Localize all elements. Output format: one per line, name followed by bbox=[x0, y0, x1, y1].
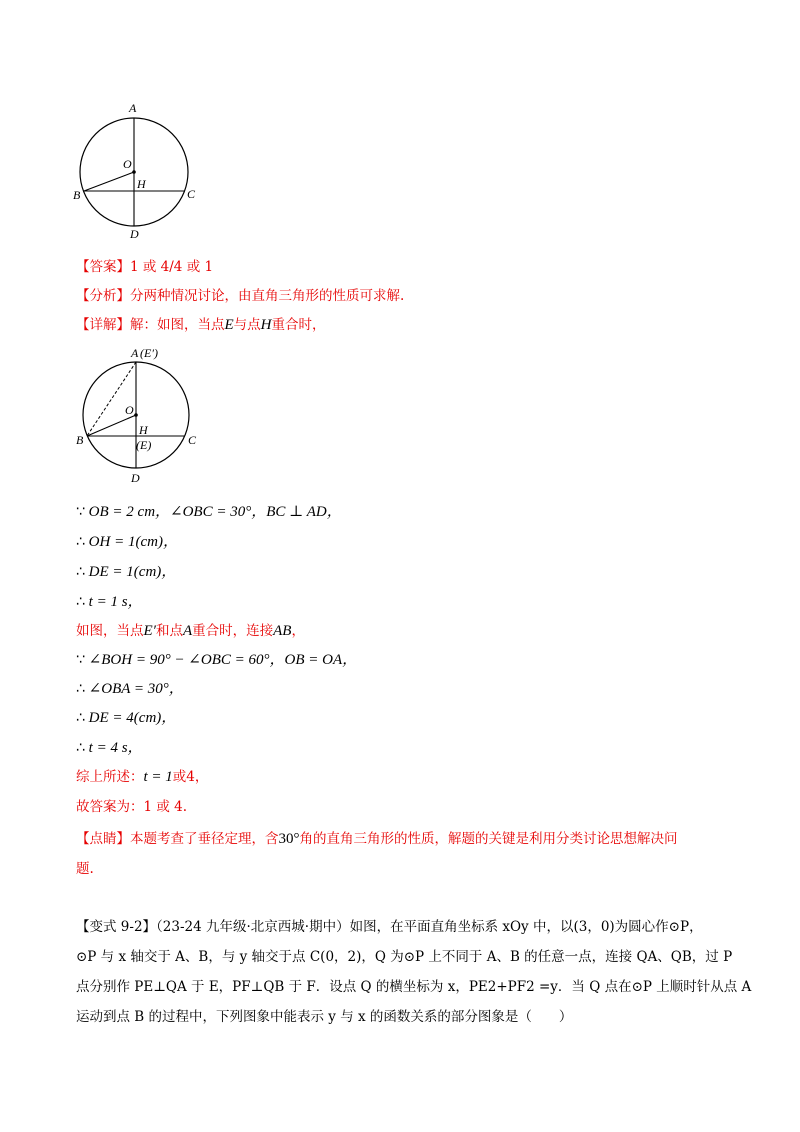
comment-c: 题. bbox=[76, 861, 94, 877]
detail-line bbox=[76, 315, 326, 335]
analysis-text: 分两种情况讨论，由直角三角形的性质可求解. bbox=[130, 288, 405, 304]
dashed-ab bbox=[87, 362, 136, 436]
label-a: A bbox=[129, 101, 137, 115]
comment-b: 角的直角三角形的性质，解题的关键是利用分类讨论思想解决问 bbox=[299, 831, 678, 847]
analysis-line bbox=[76, 286, 404, 306]
case2-b: 和点 bbox=[155, 623, 183, 639]
case2-d: ， bbox=[291, 623, 305, 639]
answer-text: 1 或 4/4 或 1 bbox=[130, 259, 214, 275]
step-text: ∠BOH = 90° − ∠OBC = 60°，OB = OA， bbox=[88, 652, 358, 668]
step2-line bbox=[76, 532, 178, 552]
label-b: B bbox=[76, 433, 84, 447]
label-c: C bbox=[188, 433, 197, 447]
comment-tag: 【点睛】 bbox=[76, 831, 130, 847]
step-text: t = 1 s， bbox=[88, 594, 143, 610]
step4-line bbox=[76, 592, 143, 612]
case2-line bbox=[76, 621, 305, 641]
label-e: (E) bbox=[136, 438, 152, 452]
point-e: E bbox=[224, 317, 234, 333]
analysis-tag: 【分析】 bbox=[76, 288, 130, 304]
because-symbol: ∵ bbox=[76, 504, 85, 520]
summary-line bbox=[76, 767, 208, 787]
therefore-symbol: ∴ bbox=[76, 710, 85, 726]
segment-ab: AB bbox=[273, 623, 292, 639]
case2-a: 如图，当点 bbox=[76, 623, 144, 639]
label-b: B bbox=[73, 188, 81, 202]
therefore-symbol: ∴ bbox=[76, 594, 85, 610]
detail-tag: 【详解】 bbox=[76, 317, 130, 333]
answer-line bbox=[76, 257, 213, 277]
therefore-symbol: ∴ bbox=[76, 740, 85, 756]
point-e-prime: E′ bbox=[143, 623, 156, 639]
center-dot bbox=[132, 170, 136, 174]
step8-line bbox=[76, 738, 143, 758]
center-dot bbox=[134, 413, 138, 417]
answer-tag: 【答案】 bbox=[76, 259, 130, 275]
step-text: DE = 1(cm)， bbox=[88, 564, 177, 580]
comment-a: 本题考查了垂径定理，含 bbox=[130, 831, 279, 847]
variant-line-2: ⊙P 与 x 轴交于 A、B，与 y 轴交于点 C(0，2)，Q 为⊙P 上不同于 A、B 的任意一点，连接 QA、QB，过 P bbox=[76, 949, 733, 965]
label-h: H bbox=[139, 423, 148, 437]
summary-b: 或 bbox=[172, 769, 187, 785]
summary-c: 4， bbox=[186, 769, 209, 785]
step-text: t = 4 s， bbox=[88, 740, 143, 756]
step5-line bbox=[76, 650, 357, 670]
label-d: D bbox=[130, 227, 139, 241]
case2-c: 重合时，连接 bbox=[192, 623, 274, 639]
label-o: O bbox=[123, 157, 132, 171]
step-text: DE = 4(cm)， bbox=[88, 710, 177, 726]
step3-line bbox=[76, 562, 176, 582]
summary-a: 综上所述： bbox=[76, 769, 144, 785]
variant-line-3: 点分别作 PE⊥QA 于 E，PF⊥QB 于 F．设点 Q 的横坐标为 x，PE2+PF2 =y．当 Q 点在⊙P 上顺时针从点 A bbox=[76, 979, 752, 995]
label-h: H bbox=[137, 177, 146, 191]
therefore-symbol: ∴ bbox=[76, 534, 85, 550]
step1-line bbox=[76, 502, 342, 522]
detail-mid: 与点 bbox=[233, 317, 261, 333]
step6-line bbox=[76, 679, 184, 699]
label-d: D bbox=[131, 471, 140, 485]
circle-figure-1 bbox=[70, 96, 200, 246]
because-symbol: ∵ bbox=[76, 652, 85, 668]
therefore-symbol: ∴ bbox=[76, 681, 85, 697]
variant-line-4: 运动到点 B 的过程中，下列图象中能表示 y 与 x 的函数关系的部分图象是（ ） bbox=[76, 1009, 573, 1025]
step-text: ∠OBA = 30°， bbox=[88, 681, 184, 697]
step-text: OB = 2 cm，∠OBC = 30°，BC ⊥ AD， bbox=[88, 504, 342, 520]
variant-line-1: 【变式 9-2】（23-24 九年级·北京西城·期中）如图，在平面直角坐标系 xOy 中，以(3，0)为圆心作⊙P， bbox=[76, 919, 703, 935]
segment-ob bbox=[84, 172, 134, 191]
comment-block bbox=[76, 824, 736, 884]
step7-line bbox=[76, 708, 176, 728]
point-h: H bbox=[260, 317, 272, 333]
label-a: A bbox=[131, 346, 139, 360]
final-answer-line: 故答案为：1 或 4. bbox=[76, 799, 188, 815]
summary-t: t = 1 bbox=[143, 769, 173, 785]
circle-figure-2 bbox=[70, 343, 210, 491]
label-o: O bbox=[125, 403, 134, 417]
therefore-symbol: ∴ bbox=[76, 564, 85, 580]
step-text: OH = 1(cm)， bbox=[88, 534, 178, 550]
detail-intro: 解：如图，当点 bbox=[130, 317, 225, 333]
label-e-prime: (E′) bbox=[140, 346, 158, 360]
point-a: A bbox=[182, 623, 193, 639]
detail-end: 重合时， bbox=[271, 317, 326, 333]
comment-deg: 30° bbox=[278, 831, 300, 847]
label-c: C bbox=[187, 187, 196, 201]
